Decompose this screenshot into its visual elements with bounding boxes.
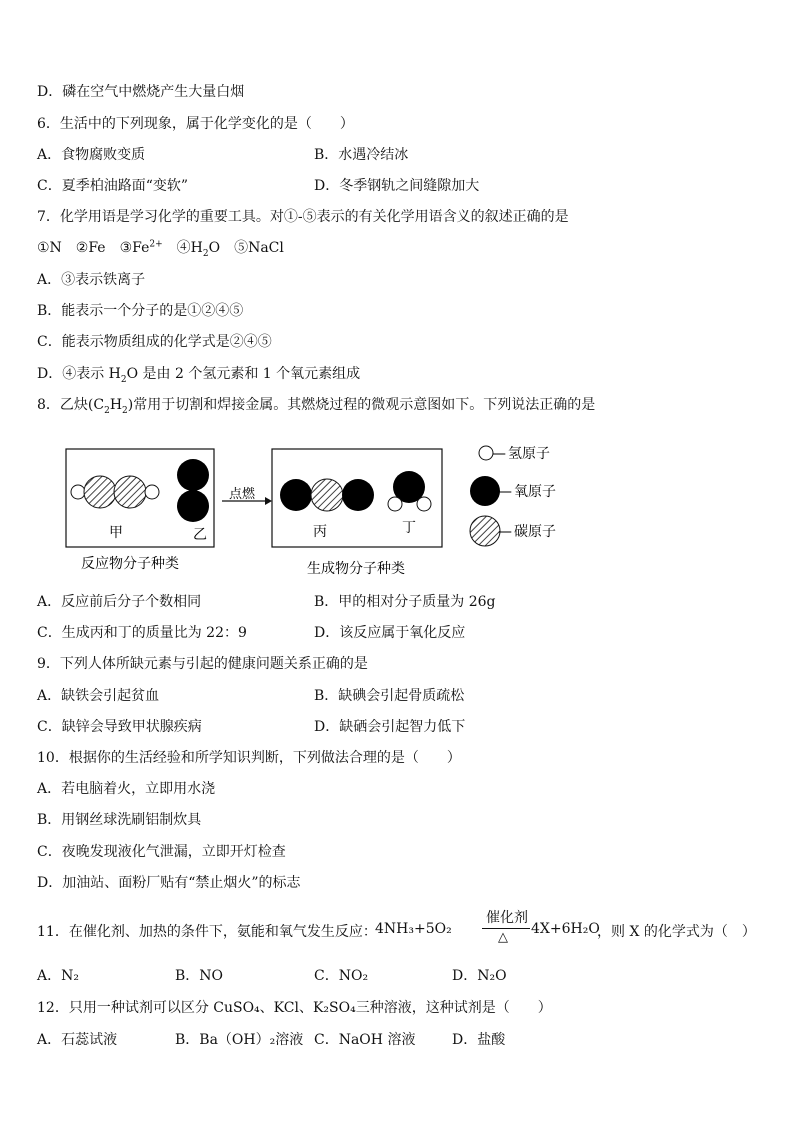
q10-stem: 10．根据你的生活经验和所学知识判断，下列做法合理的是（ ） — [37, 750, 461, 766]
q9-option-b: B．缺碘会引起骨质疏松 — [314, 688, 465, 704]
q8-option-c: C．生成丙和丁的质量比为 22：9 — [37, 625, 247, 641]
caption-products: 生成物分子种类 — [307, 561, 405, 577]
arrow-label: 点燃 — [228, 487, 256, 502]
legend-oxygen-swatch — [470, 476, 500, 506]
legend — [470, 446, 556, 546]
oxygen-atom — [177, 490, 209, 522]
q11-option-d: D．N₂O — [452, 968, 507, 984]
q5-option-d: D．磷在空气中燃烧产生大量白烟 — [37, 84, 245, 100]
hydrogen-atom — [71, 485, 85, 499]
oxygen-atom — [177, 459, 209, 491]
q12-stem: 12．只用一种试剂可以区分 CuSO₄、KCl、K₂SO₄三种溶液，这种试剂是（ ） — [37, 1000, 552, 1016]
molecule-bing — [280, 479, 374, 511]
legend-hydrogen-swatch — [479, 446, 493, 460]
q11-option-b: B．NO — [175, 968, 224, 984]
carbon-atom — [114, 476, 146, 508]
label-ding: 丁 — [402, 520, 416, 536]
q6-option-b: B．水遇冷结冰 — [314, 147, 409, 163]
q11-option-a: A．N₂ — [37, 968, 79, 984]
q12-option-c: C．NaOH 溶液 — [314, 1032, 416, 1048]
legend-carbon-label: 碳原子 — [514, 524, 556, 540]
q9-option-a: A．缺铁会引起贫血 — [37, 688, 160, 704]
q10-option-d: D．加油站、面粉厂贴有“禁止烟火”的标志 — [37, 875, 301, 891]
equation-condition-catalyst: 催化剂 — [486, 910, 528, 926]
q12-option-a: A．石蕊试液 — [37, 1032, 118, 1048]
q6-option-c: C．夏季柏油路面“变软” — [37, 178, 189, 194]
q8-option-b: B．甲的相对分子质量为 26g — [314, 594, 496, 610]
q10-option-b: B．用钢丝球洗刷铝制炊具 — [37, 812, 202, 828]
label-jia: 甲 — [109, 525, 123, 541]
q7-stem: 7．化学用语是学习化学的重要工具。对①-⑤表示的有关化学用语含义的叙述正确的是 — [37, 209, 569, 225]
q12-option-b: B．Ba（OH）₂溶液 — [175, 1032, 304, 1048]
q7-option-d: D．④表示 $H_2O$ 是由 2 个氢元素和 1 个氧元素组成 — [37, 366, 361, 385]
q11-option-c: C．NO₂ — [314, 968, 369, 984]
label-bing: 丙 — [313, 524, 327, 540]
oxygen-atom — [342, 479, 374, 511]
equation-condition-heat: △ — [498, 930, 508, 945]
molecule-yi — [177, 459, 209, 522]
q6-option-a: A．食物腐败变质 — [37, 147, 146, 163]
q8-stem: 8．乙炔$(C_2H_2)$常用于切割和焊接金属。其燃烧过程的微观示意图如下。下列说法正确的是 — [37, 397, 596, 416]
equation-products: 4X+6H₂O — [531, 921, 600, 937]
carbon-atom — [84, 476, 116, 508]
q6-stem: 6．生活中的下列现象，属于化学变化的是（ ） — [37, 116, 354, 132]
legend-carbon-swatch — [470, 516, 500, 546]
q7-option-b: B．能表示一个分子的是①②④⑤ — [37, 303, 244, 319]
q10-option-c: C．夜晚发现液化气泄漏，立即开灯检查 — [37, 844, 286, 860]
equation-arrow-bar — [482, 928, 530, 929]
q6-option-d: D．冬季钢轨之间缝隙加大 — [314, 178, 480, 194]
q9-stem: 9．下列人体所缺元素与引起的健康问题关系正确的是 — [37, 656, 368, 672]
q9-option-d: D．缺硒会引起智力低下 — [314, 719, 466, 735]
svg-text:—: — — [492, 446, 506, 462]
molecule-jia — [71, 476, 159, 508]
q7-option-c: C．能表示物质组成的化学式是②④⑤ — [37, 334, 272, 350]
q7-option-a: A．③表示铁离子 — [37, 272, 146, 288]
q11-stem: 11．在催化剂、加热的条件下，氨能和氧气发生反应： 4NH₃+5O₂ 催化剂 △ 4X+6H₂O ，则 X 的化学式为（ ） — [37, 907, 757, 951]
svg-text:—: — — [498, 484, 512, 500]
label-yi: 乙 — [193, 527, 207, 543]
svg-text:—: — — [498, 524, 512, 540]
hydrogen-atom — [417, 497, 431, 511]
q12-option-d: D．盐酸 — [452, 1032, 506, 1048]
q9-option-c: C．缺锌会导致甲状腺疾病 — [37, 719, 202, 735]
legend-hydrogen-label: 氢原子 — [508, 446, 550, 462]
q8-option-a: A．反应前后分子个数相同 — [37, 594, 202, 610]
q10-option-a: A．若电脑着火，立即用水浇 — [37, 781, 216, 797]
combustion-diagram — [60, 440, 580, 580]
q7-items: ①N ②Fe $③Fe^{2+}$ $④H_2O$ ⑤NaCl — [37, 239, 284, 259]
legend-oxygen-label: 氧原子 — [514, 484, 556, 500]
oxygen-atom — [280, 479, 312, 511]
carbon-atom — [311, 479, 343, 511]
equation-reactants: 4NH₃+5O₂ — [375, 921, 452, 937]
q8-option-d: D．该反应属于氧化反应 — [314, 625, 466, 641]
hydrogen-atom — [145, 485, 159, 499]
caption-reactants: 反应物分子种类 — [81, 556, 179, 572]
molecule-ding — [388, 471, 431, 511]
hydrogen-atom — [388, 497, 402, 511]
